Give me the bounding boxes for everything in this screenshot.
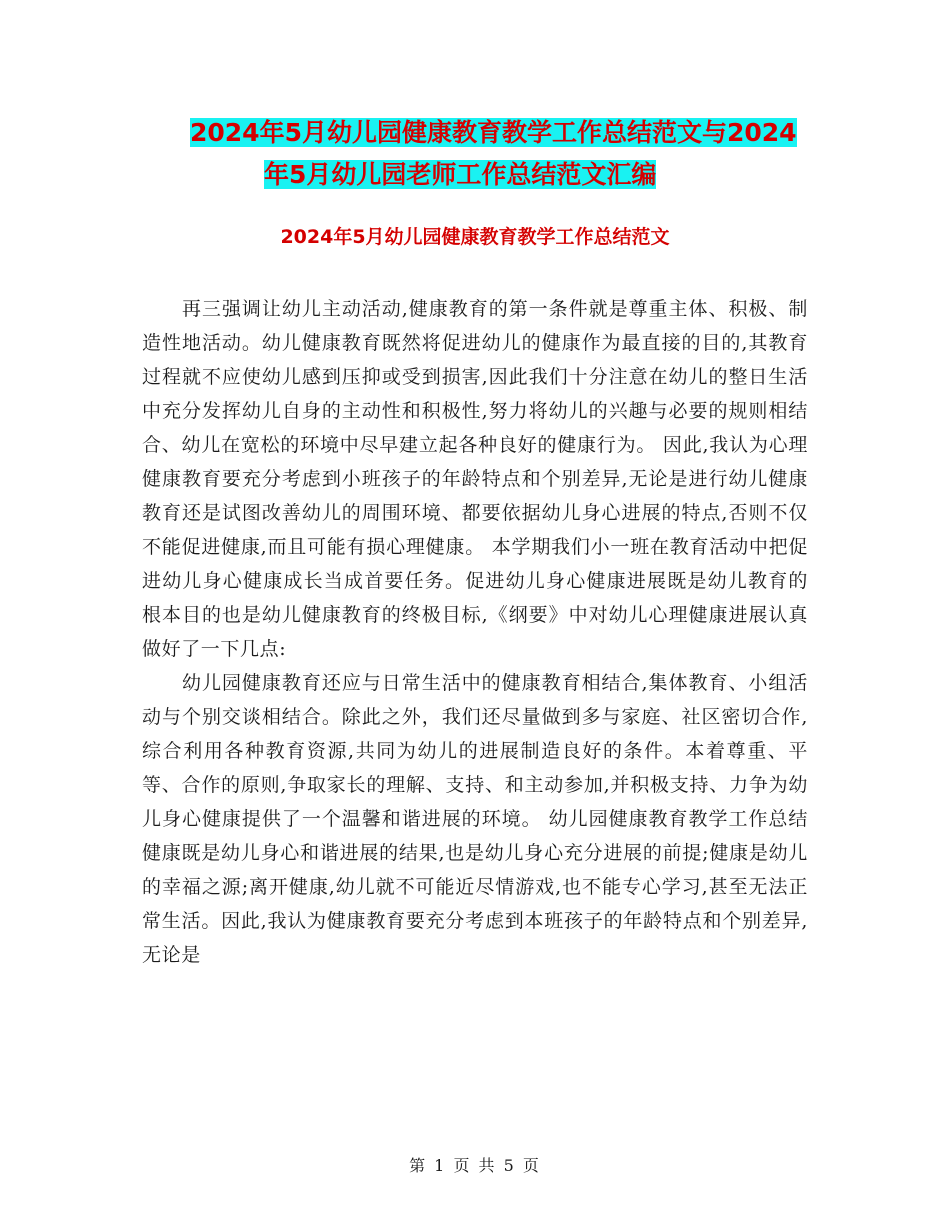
document-title	[140, 112, 810, 196]
title-highlight: 2024年5月幼儿园健康教育教学工作总结范文与2024	[190, 118, 797, 147]
document-title-line-2	[140, 154, 810, 196]
document-title-line-1	[140, 112, 810, 154]
body-text	[142, 292, 808, 972]
section-title: 2024年5月幼儿园健康教育教学工作总结范文	[280, 226, 670, 248]
page-footer: 第 1 页 共 5 页	[409, 1156, 541, 1175]
title-highlight: 年5月幼儿园老师工作总结范文汇编	[264, 160, 657, 189]
paragraph: 幼儿园健康教育还应与日常生活中的健康教育相结合,集体教育、小组活动与个别交谈相结合。除此之外，我们还尽量做到多与家庭、社区密切合作,综合利用各种教育资源,共同为幼儿的进展制造良好的条件。本着尊重、平等、合作的原则,争取家长的理解、支持、和主动参加,并积极支持、力争为幼儿身心健康提供了一个温馨和谐进展的环境。 幼儿园健康教育教学工作总结 健康既是幼儿身心和谐进展的结果,也是幼儿身心充分进展的前提;健康是幼儿的幸福之源;离开健康,幼儿就不可能近尽情游戏,也不能专心学习,甚至无法正常生活。因此,我认为健康教育要充分考虑到本班孩子的年龄特点和个别差异,无论是	[142, 672, 808, 966]
paragraph: 再三强调让幼儿主动活动,健康教育的第一条件就是尊重主体、积极、制造性地活动。幼儿健康教育既然将促进幼儿的健康作为最直接的目的,其教育过程就不应使幼儿感到压抑或受到损害,因此我们十分注意在幼儿的整日生活中充分发挥幼儿自身的主动性和积极性,努力将幼儿的兴趣与必要的规则相结合、幼儿在宽松的环境中尽早建立起各种良好的健康行为。 因此,我认为心理健康教育要充分考虑到小班孩子的年龄特点和个别差异,无论是进行幼儿健康教育还是试图改善幼儿的周围环境、都要依据幼儿身心进展的特点,否则不仅不能促进健康,而且可能有损心理健康。 本学期我们小一班在教育活动中把促进幼儿身心健康成长当成首要任务。促进幼儿身心健康进展既是幼儿教育的根本目的也是幼儿健康教育的终极目标,《纲要》中对幼儿心理健康进展认真做好了一下几点:	[142, 298, 808, 660]
